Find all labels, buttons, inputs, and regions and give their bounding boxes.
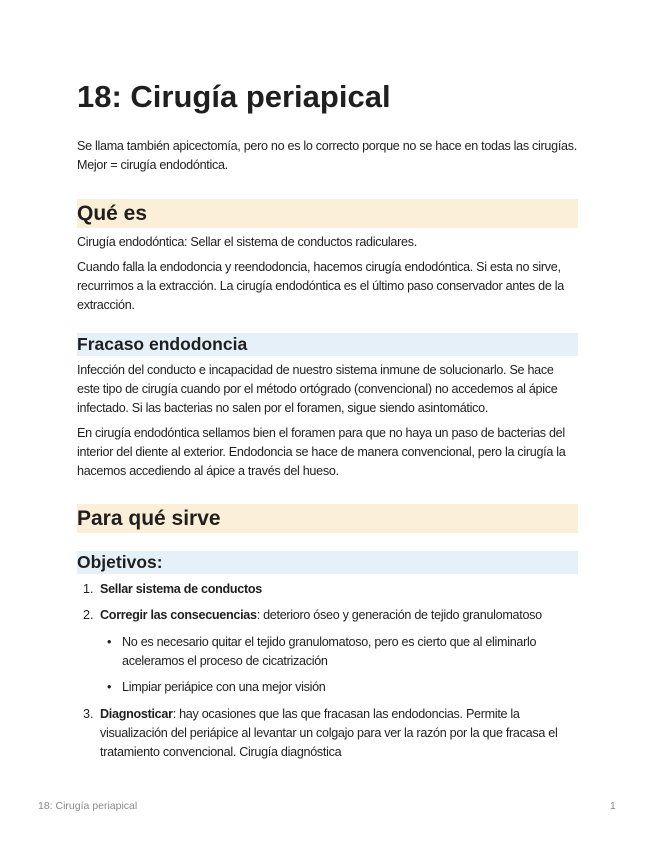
intro-paragraph: Se llama también apicectomía, pero no es lo correcto porque no se hace en todas las cirugías. Mejor = cirugía endodóntica.: [77, 139, 577, 172]
list-marker: 3.: [83, 707, 94, 721]
section-heading-para-que: Para qué sirve: [77, 504, 578, 533]
subsection-heading-fracaso: Fracaso endodoncia: [77, 333, 578, 356]
section-heading-que-es: Qué es: [77, 199, 578, 228]
list-item-text: : deterioro óseo y generación de tejido granulomatoso: [256, 608, 542, 622]
paragraph-fracaso-1: Infección del conducto e incapacidad de nuestro sistema inmune de solucionarlo. Se hace este tipo de cirugía cuando por el método ortógrado (convencional) no accedemos al ápice infectado. Si las bacterias no salen por el foramen, sigue siendo asintomático.: [77, 363, 558, 415]
list-item-bold: Corregir las consecuencias: [100, 608, 257, 622]
paragraph-que-es-1: Cirugía endodóntica: Sellar el sistema de conductos radiculares.: [77, 235, 417, 249]
paragraph-fracaso-2: En cirugía endodóntica sellamos bien el foramen para que no haya un paso de bacterias del interior del diente al exterior. Endodoncia se hace de manera convencional, pero la cirugía la hacemos accediendo al ápice a través del hueso.: [77, 426, 566, 478]
list-item: [100, 606, 578, 625]
subsection-heading-objetivos: Objetivos:: [77, 551, 578, 574]
list-item: [100, 580, 578, 599]
footer-title: 18: Cirugía periapical: [38, 800, 138, 812]
list-item-text: : hay ocasiones que las que fracasan las endodoncias. Permite la visualización del periápice al levantar un colgajo para ver la razón por la que fracasa el tratamiento convencional. Cirugía diagnóstica: [100, 707, 558, 759]
sub-list-item: No es necesario quitar el tejido granulomatoso, pero es cierto que al eliminarlo aceleramos el proceso de cicatrización: [122, 635, 537, 668]
list-marker: 1.: [83, 582, 94, 596]
sub-list-item: Limpiar periápice con una mejor visión: [122, 680, 326, 694]
page-title: 18: Cirugía periapical: [77, 79, 391, 114]
list-marker: 2.: [83, 608, 94, 622]
page-number: 1: [610, 800, 616, 812]
list-item: [100, 705, 578, 762]
paragraph-que-es-2: Cuando falla la endodoncia y reendodoncia, hacemos cirugía endodóntica. Si esta no sirve, recurrimos a la extracción. La cirugía endodóntica es el último paso conservador antes de la extracción.: [77, 260, 564, 312]
bullet-marker: •: [107, 680, 112, 694]
list-item-bold: Diagnosticar: [100, 707, 173, 721]
list-item-bold: Sellar sistema de conductos: [100, 582, 262, 596]
bullet-marker: •: [107, 635, 112, 649]
